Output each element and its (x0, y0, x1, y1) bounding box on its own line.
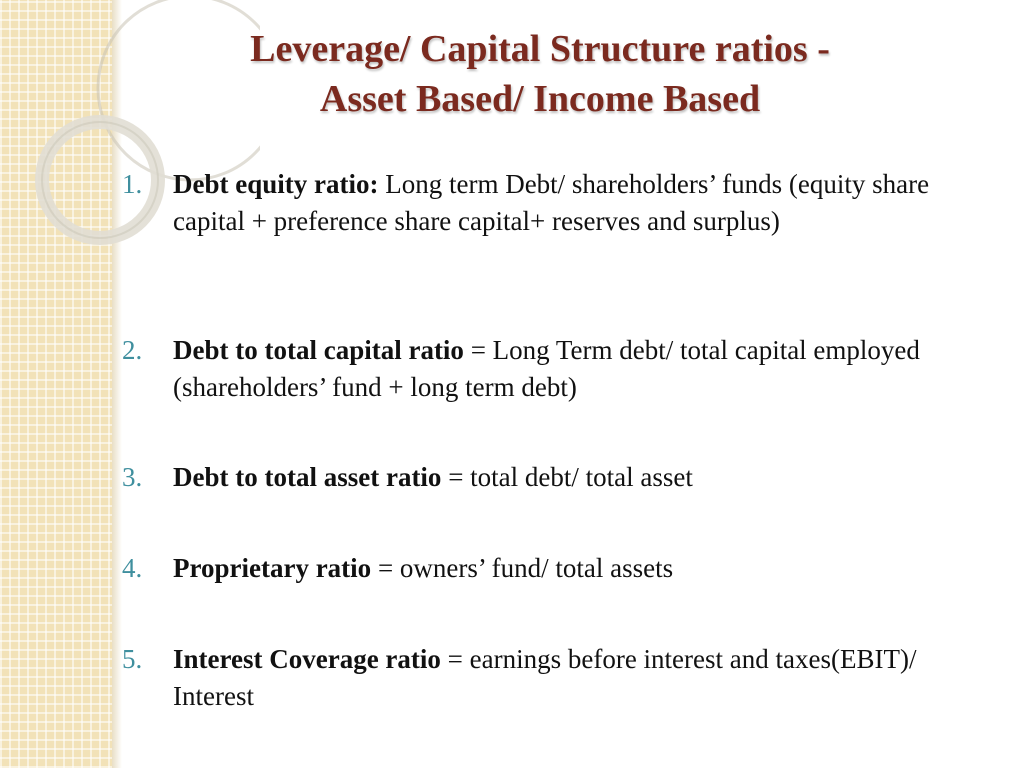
list-text (173, 166, 992, 240)
list-item (122, 166, 992, 240)
list-text (173, 550, 992, 587)
slide-title (150, 24, 930, 124)
list-text (173, 459, 992, 496)
ratio-label: Interest Coverage ratio (173, 644, 441, 674)
list-number: 1. (122, 169, 143, 199)
list-item (122, 332, 992, 406)
list-item (122, 550, 992, 587)
title-line-2: Asset Based/ Income Based (319, 78, 761, 120)
ratio-formula: = total debt/ total asset (441, 462, 693, 492)
ratio-formula: Long term Debt/ shareholders’ funds (equity share capital + preference share capital+ reserves and surplus) (173, 169, 930, 236)
list-item (122, 641, 992, 715)
list-number: 5. (122, 644, 143, 674)
decorative-checkered-strip (0, 0, 112, 768)
list-number: 4. (122, 553, 143, 583)
list-text (173, 641, 992, 715)
ratio-formula: = earnings before interest and taxes(EBIT)/ Interest (173, 644, 917, 711)
ratio-formula: = owners’ fund/ total assets (371, 553, 674, 583)
ratio-label: Debt to total capital ratio (173, 335, 464, 365)
title-line-1: Leverage/ Capital Structure ratios - (250, 28, 830, 70)
ratio-formula: = Long Term debt/ total capital employed (shareholders’ fund + long term debt) (173, 335, 920, 402)
ratio-label: Proprietary ratio (173, 553, 372, 583)
list-number: 3. (122, 462, 143, 492)
list-number: 2. (122, 335, 143, 365)
strip-shadow-edge (112, 0, 122, 768)
ratio-label: Debt equity ratio: (173, 169, 379, 199)
list-text (173, 332, 992, 406)
list-item (122, 459, 992, 496)
ratio-label: Debt to total asset ratio (173, 462, 442, 492)
